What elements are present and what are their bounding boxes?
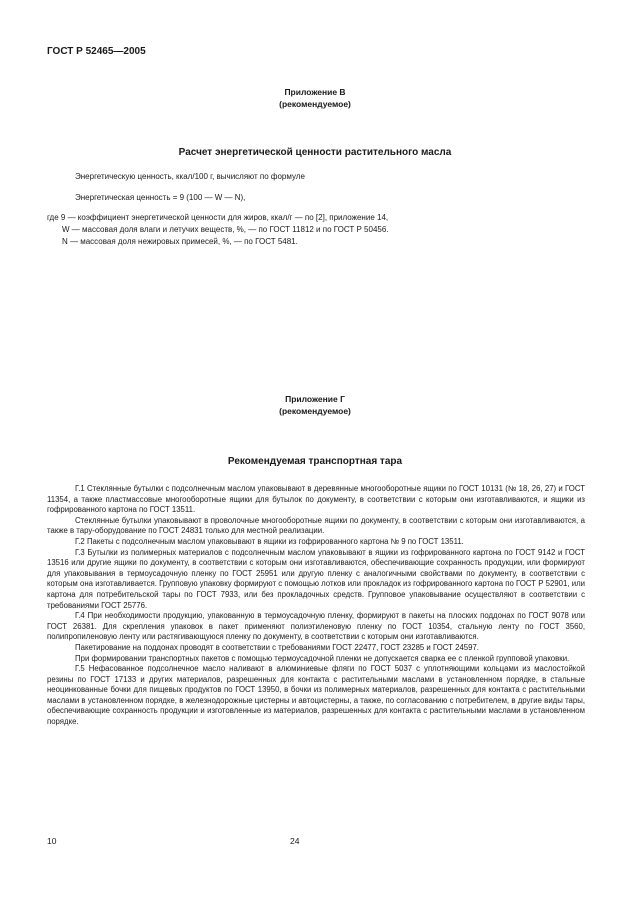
appendix-b-title: Расчет энергетической ценности растительного масла: [178, 147, 452, 158]
page-number-center: 24: [290, 836, 300, 846]
paragraph-g4: Г.4 При необходимости продукцию, упакованную в термоусадочную пленку, формируют в пакеты на плоских поддонах по ГОСТ 9078 или ГОСТ 26381. Для скрепления упаковок в пакет применяют полиэтиленовую пленку по ГОСТ 10354, стальную ленту по ГОСТ 3560, полипропиленовую ленту или растягивающуюся пленку по документу, в соответствии с которым они изготавливаются.: [47, 611, 585, 642]
appendix-b-label: Приложение В: [284, 87, 346, 97]
formula-legend-moisture: W — массовая доля влаги и летучих веществ, %, — по ГОСТ 11812 и по ГОСТ Р 50456.: [62, 225, 389, 234]
appendix-b-status: (рекомендуемое): [279, 99, 351, 109]
formula-intro: Энергетическую ценность, ккал/100 г, вычисляют по формуле: [75, 172, 305, 181]
paragraph-g5: Г.5 Нефасованное подсолнечное масло наливают в алюминиевые фляги по ГОСТ 5037 с уплотняющими кольцами из маслостойкой резины по ГОСТ 17133 и других материалов, разрешенных для контакта с растительными маслами в установленном порядке, в стальные неоцинкованные бочки для пищевых продуктов по ГОСТ 13950, в бочки из полимерных материалов, разрешенных для контакта с растительными маслами в установленном порядке, в железнодорожные цистерны и автоцистерны, а также, по согласованию с потребителем, в другие виды тары, обеспечивающие сохранность продукции и изготовленные из материалов, разрешенных для контакта с растительными маслами в установленном порядке.: [47, 664, 585, 727]
paragraph-g1-cont: Стеклянные бутылки упаковывают в проволочные многооборотные ящики по документу, в соответствии с которым они изготавливаются, а также в тару-оборудование по ГОСТ 24831 только для местной реализации.: [47, 515, 585, 536]
appendix-g-status: (рекомендуемое): [279, 406, 351, 416]
page-number-left: 10: [47, 836, 57, 846]
paragraph-g2: Г.2 Пакеты с подсолнечным маслом упаковывают в ящики из гофрированного картона № 9 по ГОСТ 13511.: [75, 536, 464, 546]
paragraph-g1: Г.1 Стеклянные бутылки с подсолнечным маслом упаковывают в деревянные многооборотные ящики по ГОСТ 10131 (№ 18, 26, 27) и ГОСТ 11354, а также пластмассовые многооборотные ящики для бутылок по документу, в соответствии с которым они изготавливаются, и ящики из гофрированного картона по ГОСТ 13511.: [47, 484, 585, 515]
formula: Энергетическая ценность = 9 (100 — W — N),: [75, 193, 246, 202]
paragraph-g4-pallets: Пакетирование на поддонах проводят в соответствии с требованиями ГОСТ 22477, ГОСТ 23285 и ГОСТ 24597.: [75, 642, 479, 652]
formula-legend-coefficient: где 9 — коэффициент энергетической ценности для жиров, ккал/г — по [2], приложение 14,: [47, 213, 389, 222]
appendix-g-body: [47, 484, 585, 728]
document-header: ГОСТ Р 52465—2005: [47, 46, 146, 57]
appendix-g-label: Приложение Г: [285, 394, 345, 404]
paragraph-g4-shrink: При формировании транспортных пакетов с помощью термоусадочной пленки не допускается сварка ее с пленкой групповой упаковки.: [75, 653, 570, 663]
formula-legend-impurities: N — массовая доля нежировых примесей, %, — по ГОСТ 5481.: [62, 237, 298, 246]
appendix-g-title: Рекомендуемая транспортная тара: [227, 456, 403, 467]
paragraph-g3: Г.3 Бутылки из полимерных материалов с подсолнечным маслом упаковывают в ящики из гофрированного картона по ГОСТ 9142 и ГОСТ 13516 или другие ящики по документу, в соответствии с которым они изготавливаются, обеспечивающие сохранность продукции, или формируют для упаковывания в термоусадочную пленку по ГОСТ 25951 или другую пленку с аналогичными свойствами по документу, в соответствии с которым она изготавливается. Групповую упаковку формируют с помощью лотков или прокладок из гофрированного картона по ГОСТ Р 52901, или картона для потребительской тары по ГОСТ 7933, или без прокладочных средств. Групповое упаковывание осуществляют в соответствии с требованиями ГОСТ 25776.: [47, 547, 585, 610]
